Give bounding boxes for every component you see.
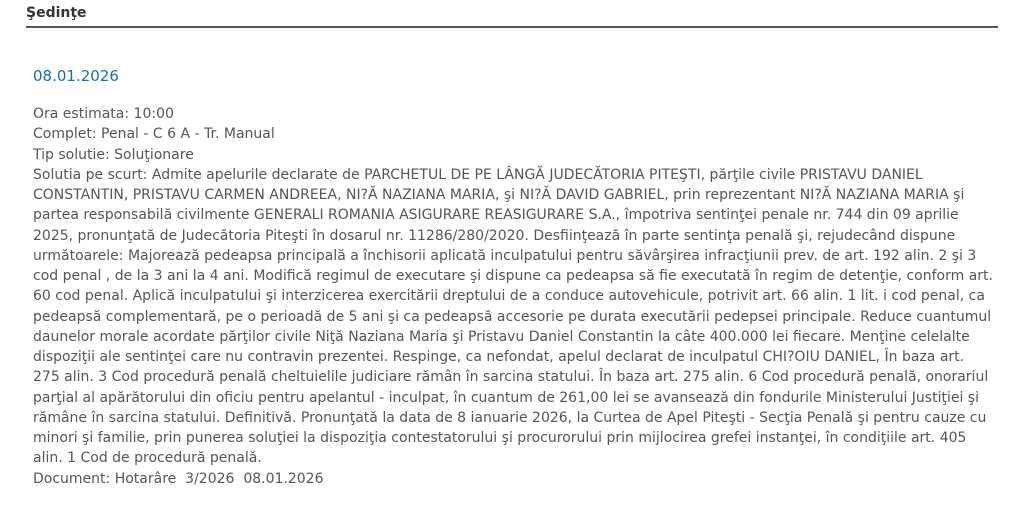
solution-type-value: Soluţionare [114, 146, 194, 163]
solution-type-row [33, 145, 993, 165]
session-date: 08.01.2026 [33, 67, 119, 85]
solution-type-label: Tip solutie: [33, 146, 110, 163]
document-row [33, 469, 993, 489]
section-title: Şedinţe [26, 5, 87, 21]
solution-summary-text: Admite apelurile declarate de PARCHETUL DE PE LÂNGĂ JUDECĂTORIA PITEŞTI, părţile civile PRISTAVU DANIEL CONSTANTIN, PRISTAVU CARMEN ANDREEA, NI?Ă NAZIANA MARIA, şi NI?Ă DAVID GABRIEL, prin reprezentant NI?Ă NAZIANA MARIA şi partea responsabilă civilmente GENERALI ROMANIA ASIGURARE REASIGURARE S.A., împotriva sentinţei penale nr. 744 din 09 aprilie 2025, pronunţată de Judecătoria Piteşti în dosarul nr. 11286/280/2020. Desfiinţează în parte sentinţa penală şi, rejudecând dispune următoarele: Majorează pedeapsa principală a închisorii aplicată inculpatului pentru săvârşirea infracţiunii prev. de art. 192 alin. 2 şi 3 cod penal , de la 3 ani la 4 ani. Modifică regimul de executare şi dispune ca pedeapsa să fie executată în regim de detenţie, conform art. 60 cod penal. Aplică inculpatului şi interzicerea exercitării dreptului de a conduce autovehicule, potrivit art. 66 alin. 1 lit. i cod penal, ca pedeapsă complementară, pe o perioadă de 5 ani şi ca pedeapsă accesorie pe durata executării pedepsei principale. Reduce cuantumul daunelor morale acordate părţilor civile Niţă Naziana Maria şi Pristavu Daniel Constantin la câte 400.000 lei fiecare. Menţine celelalte dispoziţii ale sentinţei care nu contravin prezentei. Respinge, ca nefondat, apelul declarat de inculpatul CHI?OIU DANIEL, În baza art. 275 alin. 3 Cod procedură penală cheltuielile judiciare rămân în sarcina statului. În baza art. 275 alin. 6 Cod procedură penală, onorariul parţial al apărătorului din oficiu pentru apelantul - inculpat, în cuantum de 261,00 lei se avansează din fondurile Ministerului Justiţiei şi rămâne în sarcina statului. Definitivă. Pronunţată la data de 8 ianuarie 2026, la Curtea de Apel Piteşti - Secţia Penală şi pentru cauze cu minori şi familie, prin punerea soluţiei la dispoziţia contestatorului şi procurorului prin mijlocirea grefei instanţei, în condiţiile art. 405 alin. 1 Cod de procedură penală. [33, 166, 993, 467]
estimated-time-row [33, 104, 993, 124]
document-value: Hotarâre 3/2026 08.01.2026 [114, 470, 324, 487]
panel-row [33, 124, 993, 144]
estimated-time-value: 10:00 [133, 106, 174, 122]
document-label: Document: [33, 470, 111, 487]
section-header [26, 4, 998, 28]
session-entry [33, 66, 993, 489]
solution-summary-label: Solutia pe scurt: [33, 166, 148, 183]
panel-value: Penal - C 6 A - Tr. Manual [101, 126, 275, 143]
estimated-time-label: Ora estimata: [33, 106, 130, 122]
panel-label: Complet: [33, 126, 97, 143]
solution-summary [33, 165, 993, 469]
